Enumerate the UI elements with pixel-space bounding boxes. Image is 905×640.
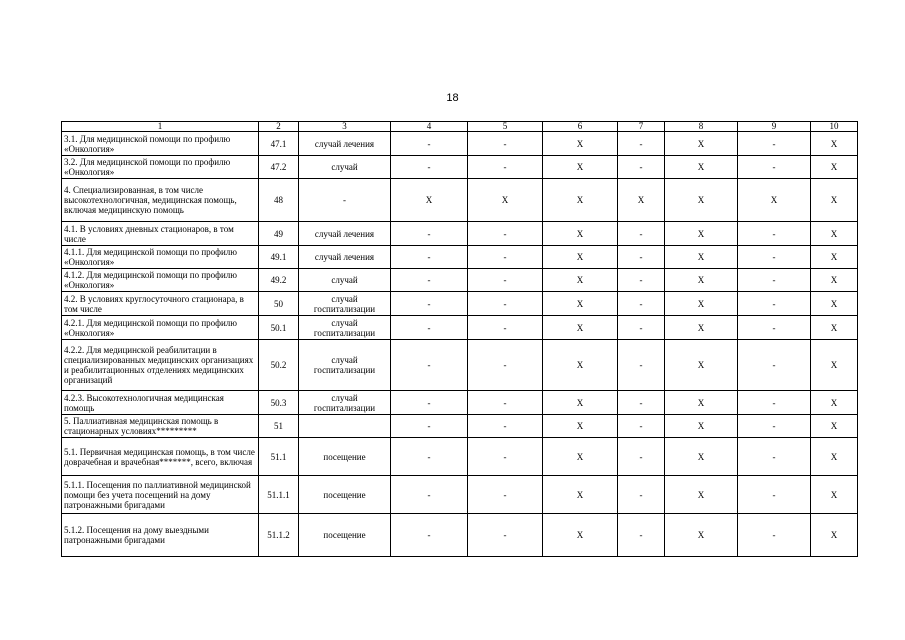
- value-cell: Х: [811, 156, 858, 179]
- value-cell: -: [468, 292, 543, 316]
- value-cell: Х: [543, 132, 618, 156]
- value-cell: -: [618, 132, 665, 156]
- value-cell: -: [618, 415, 665, 438]
- value-cell: -: [738, 156, 811, 179]
- row-code-cell: 49: [259, 222, 299, 246]
- value-cell: -: [391, 415, 468, 438]
- value-cell: -: [391, 438, 468, 476]
- value-cell: Х: [665, 316, 738, 340]
- value-cell: Х: [811, 269, 858, 292]
- row-unit-cell: случай лечения: [299, 222, 391, 246]
- value-cell: Х: [811, 340, 858, 391]
- row-unit-cell: -: [299, 179, 391, 222]
- table-row: [62, 132, 858, 156]
- value-cell: -: [468, 438, 543, 476]
- value-cell: Х: [543, 156, 618, 179]
- value-cell: Х: [811, 514, 858, 557]
- row-unit-cell: случай: [299, 156, 391, 179]
- row-code-cell: 48: [259, 179, 299, 222]
- row-code-cell: 51.1.1: [259, 476, 299, 514]
- table-row: [62, 391, 858, 415]
- page-number: 18: [446, 92, 459, 104]
- value-cell: -: [391, 269, 468, 292]
- value-cell: -: [391, 156, 468, 179]
- value-cell: -: [738, 269, 811, 292]
- value-cell: -: [618, 222, 665, 246]
- value-cell: Х: [543, 476, 618, 514]
- table-row: [62, 246, 858, 269]
- value-cell: Х: [665, 246, 738, 269]
- row-name-cell: 5.1. Первичная медицинская помощь, в том числе доврачебная и врачебная*******, всего, включая: [62, 438, 259, 476]
- value-cell: Х: [665, 269, 738, 292]
- value-cell: -: [391, 340, 468, 391]
- table-row: [62, 316, 858, 340]
- row-unit-cell: посещение: [299, 438, 391, 476]
- value-cell: -: [468, 391, 543, 415]
- table-row: [62, 222, 858, 246]
- column-header: 5: [468, 122, 543, 132]
- value-cell: -: [391, 316, 468, 340]
- column-header: 6: [543, 122, 618, 132]
- column-header: 9: [738, 122, 811, 132]
- value-cell: Х: [543, 438, 618, 476]
- value-cell: -: [618, 316, 665, 340]
- row-unit-cell: случай госпитализации: [299, 316, 391, 340]
- value-cell: Х: [665, 391, 738, 415]
- value-cell: -: [391, 514, 468, 557]
- table-row: [62, 156, 858, 179]
- value-cell: -: [468, 316, 543, 340]
- row-name-cell: 5.1.2. Посещения на дому выездными патронажными бригадами: [62, 514, 259, 557]
- row-unit-cell: случай госпитализации: [299, 391, 391, 415]
- row-unit-cell: случай госпитализации: [299, 292, 391, 316]
- column-header: 1: [62, 122, 259, 132]
- value-cell: -: [738, 476, 811, 514]
- row-name-cell: 4.1.2. Для медицинской помощи по профилю «Онкология»: [62, 269, 259, 292]
- row-code-cell: 49.2: [259, 269, 299, 292]
- value-cell: -: [468, 415, 543, 438]
- value-cell: -: [738, 246, 811, 269]
- row-code-cell: 47.2: [259, 156, 299, 179]
- column-header: 4: [391, 122, 468, 132]
- table-row: [62, 340, 858, 391]
- table-row: [62, 269, 858, 292]
- value-cell: -: [618, 340, 665, 391]
- row-code-cell: 50.2: [259, 340, 299, 391]
- column-header: 3: [299, 122, 391, 132]
- value-cell: Х: [543, 292, 618, 316]
- row-code-cell: 51.1.2: [259, 514, 299, 557]
- value-cell: -: [618, 438, 665, 476]
- column-header: 7: [618, 122, 665, 132]
- value-cell: Х: [811, 415, 858, 438]
- table-row: [62, 514, 858, 557]
- value-cell: Х: [543, 269, 618, 292]
- value-cell: Х: [811, 391, 858, 415]
- value-cell: -: [391, 292, 468, 316]
- row-name-cell: 5.1.1. Посещения по паллиативной медицинской помощи без учета посещений на дому патронажными бригадами: [62, 476, 259, 514]
- value-cell: Х: [665, 132, 738, 156]
- column-header: 8: [665, 122, 738, 132]
- value-cell: Х: [811, 222, 858, 246]
- value-cell: Х: [618, 179, 665, 222]
- value-cell: -: [738, 222, 811, 246]
- row-unit-cell: случай госпитализации: [299, 340, 391, 391]
- value-cell: -: [738, 292, 811, 316]
- value-cell: Х: [738, 179, 811, 222]
- value-cell: -: [738, 415, 811, 438]
- data-table: [61, 121, 858, 557]
- row-name-cell: 5. Паллиативная медицинская помощь в стационарных условиях*********: [62, 415, 259, 438]
- value-cell: Х: [543, 391, 618, 415]
- value-cell: -: [738, 514, 811, 557]
- value-cell: Х: [811, 316, 858, 340]
- column-header: 10: [811, 122, 858, 132]
- value-cell: -: [618, 156, 665, 179]
- value-cell: Х: [543, 179, 618, 222]
- table-row: [62, 438, 858, 476]
- value-cell: -: [468, 269, 543, 292]
- value-cell: -: [618, 292, 665, 316]
- row-name-cell: 4.2.3. Высокотехнологичная медицинская помощь: [62, 391, 259, 415]
- value-cell: -: [738, 391, 811, 415]
- value-cell: Х: [665, 514, 738, 557]
- value-cell: -: [468, 156, 543, 179]
- value-cell: Х: [543, 415, 618, 438]
- row-name-cell: 4.2.2. Для медицинской реабилитации в специализированных медицинских организациях и реабилитационных отделениях медицинских организаций: [62, 340, 259, 391]
- value-cell: Х: [543, 316, 618, 340]
- row-unit-cell: посещение: [299, 476, 391, 514]
- row-code-cell: 50.1: [259, 316, 299, 340]
- value-cell: Х: [665, 476, 738, 514]
- value-cell: Х: [665, 156, 738, 179]
- value-cell: Х: [665, 179, 738, 222]
- value-cell: Х: [665, 222, 738, 246]
- value-cell: Х: [543, 340, 618, 391]
- value-cell: -: [468, 476, 543, 514]
- value-cell: -: [618, 514, 665, 557]
- row-code-cell: 50.3: [259, 391, 299, 415]
- table-row: [62, 179, 858, 222]
- value-cell: -: [391, 391, 468, 415]
- value-cell: -: [618, 476, 665, 514]
- row-code-cell: 47.1: [259, 132, 299, 156]
- value-cell: Х: [468, 179, 543, 222]
- value-cell: -: [618, 269, 665, 292]
- table-row: [62, 415, 858, 438]
- value-cell: -: [391, 246, 468, 269]
- value-cell: Х: [811, 179, 858, 222]
- row-name-cell: 4.1.1. Для медицинской помощи по профилю «Онкология»: [62, 246, 259, 269]
- value-cell: Х: [811, 246, 858, 269]
- row-name-cell: 4.2.1. Для медицинской помощи по профилю «Онкология»: [62, 316, 259, 340]
- value-cell: -: [618, 391, 665, 415]
- value-cell: -: [468, 514, 543, 557]
- value-cell: -: [391, 132, 468, 156]
- value-cell: Х: [811, 438, 858, 476]
- row-unit-cell: случай: [299, 269, 391, 292]
- row-name-cell: 4.1. В условиях дневных стационаров, в том числе: [62, 222, 259, 246]
- value-cell: Х: [811, 476, 858, 514]
- value-cell: -: [391, 222, 468, 246]
- row-code-cell: 49.1: [259, 246, 299, 269]
- row-code-cell: 51: [259, 415, 299, 438]
- value-cell: -: [468, 132, 543, 156]
- row-unit-cell: случай лечения: [299, 132, 391, 156]
- value-cell: -: [738, 132, 811, 156]
- value-cell: -: [738, 316, 811, 340]
- value-cell: -: [468, 340, 543, 391]
- row-unit-cell: [299, 415, 391, 438]
- row-code-cell: 51.1: [259, 438, 299, 476]
- row-unit-cell: случай лечения: [299, 246, 391, 269]
- row-name-cell: 4. Специализированная, в том числе высокотехнологичная, медицинская помощь, включая медицинскую помощь: [62, 179, 259, 222]
- value-cell: Х: [665, 292, 738, 316]
- column-header: 2: [259, 122, 299, 132]
- value-cell: -: [468, 246, 543, 269]
- row-code-cell: 50: [259, 292, 299, 316]
- value-cell: Х: [665, 340, 738, 391]
- value-cell: -: [618, 246, 665, 269]
- value-cell: -: [468, 222, 543, 246]
- value-cell: -: [738, 438, 811, 476]
- table-header-row: [62, 122, 858, 132]
- table-row: [62, 292, 858, 316]
- row-name-cell: 4.2. В условиях круглосуточного стационара, в том числе: [62, 292, 259, 316]
- value-cell: Х: [811, 292, 858, 316]
- value-cell: -: [738, 340, 811, 391]
- value-cell: -: [391, 476, 468, 514]
- value-cell: Х: [543, 222, 618, 246]
- row-name-cell: 3.2. Для медицинской помощи по профилю «Онкология»: [62, 156, 259, 179]
- value-cell: Х: [665, 438, 738, 476]
- value-cell: Х: [665, 415, 738, 438]
- row-name-cell: 3.1. Для медицинской помощи по профилю «Онкология»: [62, 132, 259, 156]
- table-row: [62, 476, 858, 514]
- value-cell: Х: [391, 179, 468, 222]
- row-unit-cell: посещение: [299, 514, 391, 557]
- value-cell: Х: [543, 246, 618, 269]
- value-cell: Х: [543, 514, 618, 557]
- value-cell: Х: [811, 132, 858, 156]
